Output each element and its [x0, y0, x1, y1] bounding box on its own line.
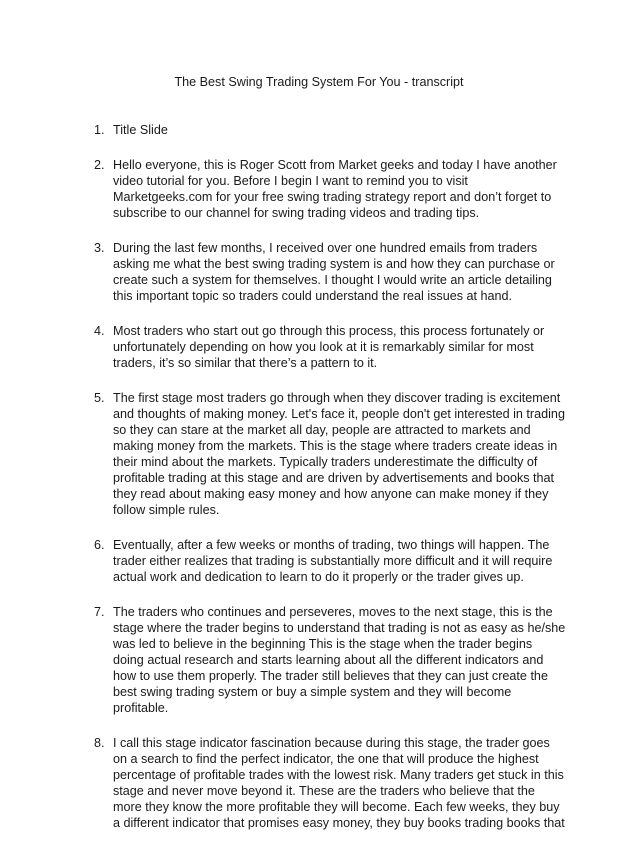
text-line: and thoughts of making money. Let's face it, people don't get interested in trading [113, 407, 565, 421]
list-item-number: 7. [94, 605, 105, 619]
text-line: percentage of profitable trades with the lowest risk. Many traders get stuck in this [113, 768, 564, 782]
list-item-text [113, 157, 572, 221]
list-item-text [113, 240, 572, 304]
text-line: Title Slide [113, 123, 168, 137]
text-line: so they can stare at the market all day, people are attracted to markets and [113, 423, 531, 437]
list-item-text [113, 390, 572, 518]
document-title: The Best Swing Trading System For You - transcript [174, 75, 464, 89]
text-line: profitable trading at this stage and are driven by advertisements and books that [113, 471, 555, 485]
text-line: The traders who continues and perseveres, moves to the next stage, this is the [113, 605, 553, 619]
text-line: stage where the trader begins to understand that trading is not as easy as he/she [113, 621, 566, 635]
list-item-text [113, 735, 572, 831]
list-item-number: 3. [94, 241, 105, 255]
list-item [94, 390, 572, 518]
list-item-text [113, 122, 572, 138]
text-line: asking me what the best swing trading system is and how they can purchase or [113, 257, 555, 271]
text-line: on a search to find the perfect indicator, the one that will produce the highest [113, 752, 539, 766]
list-item-number: 1. [94, 123, 105, 137]
text-line: profitable. [113, 701, 169, 715]
text-line: their mind about the markets. Typically traders underestimate the difficulty of [113, 455, 538, 469]
text-line: actual work and dedication to learn to do it properly or the trader gives up. [113, 570, 524, 584]
list-item-text [113, 323, 572, 371]
list-item [94, 240, 572, 304]
list-item-text [113, 604, 572, 716]
text-line: was led to believe in the beginning This is the stage when the trader begins [113, 637, 533, 651]
text-line: best swing trading system or buy a simple system and they will become [113, 685, 512, 699]
list-item-text [113, 537, 572, 585]
list-item [94, 157, 572, 221]
text-line: follow simple rules. [113, 503, 220, 517]
text-line: Most traders who start out go through this process, this process fortunately or [113, 324, 545, 338]
text-line: Hello everyone, this is Roger Scott from Market geeks and today I have another [113, 158, 557, 172]
text-line: The first stage most traders go through when they discover trading is excitement [113, 391, 561, 405]
list-item [94, 537, 572, 585]
text-line: I call this stage indicator fascination because during this stage, the trader goes [113, 736, 550, 750]
text-line: Marketgeeks.com for your free swing trading strategy report and don’t forget to [113, 190, 552, 204]
text-line: unfortunately depending on how you look at it is remarkably similar for most [113, 340, 534, 354]
text-line: this important topic so traders could understand the real issues at hand. [113, 289, 513, 303]
text-line: subscribe to our channel for swing trading videos and trading tips. [113, 206, 480, 220]
text-line: doing actual research and starts learning about all the different indicators and [113, 653, 544, 667]
list-item-number: 6. [94, 538, 105, 552]
text-line: stage and never move beyond it. These are the traders who believe that the [113, 784, 535, 798]
transcript-list [94, 122, 572, 850]
text-line: create such a system for themselves. I thought I would write an article detailing [113, 273, 552, 287]
text-line: they read about making easy money and how anyone can make money if they [113, 487, 549, 501]
list-item-number: 4. [94, 324, 105, 338]
text-line: more they know the more profitable they will become. Each few weeks, they buy [113, 800, 560, 814]
text-line: Eventually, after a few weeks or months of trading, two things will happen. The [113, 538, 550, 552]
list-item [94, 323, 572, 371]
text-line: During the last few months, I received over one hundred emails from traders [113, 241, 538, 255]
text-line: a different indicator that promises easy money, they buy books trading books that [113, 816, 565, 830]
list-item-number: 2. [94, 158, 105, 172]
list-item [94, 122, 572, 138]
text-line: video tutorial for you. Before I begin I want to remind you to visit [113, 174, 468, 188]
text-line: making money from the markets. This is the stage where traders create ideas in [113, 439, 558, 453]
text-line: traders, it’s so similar that there’s a pattern to it. [113, 356, 378, 370]
list-item-number: 8. [94, 736, 105, 750]
text-line: trader either realizes that trading is substantially more difficult and it will require [113, 554, 553, 568]
list-item [94, 604, 572, 716]
list-item [94, 735, 572, 831]
text-line: how to use them properly. The trader still believes that they can just create the [113, 669, 548, 683]
list-item-number: 5. [94, 391, 105, 405]
